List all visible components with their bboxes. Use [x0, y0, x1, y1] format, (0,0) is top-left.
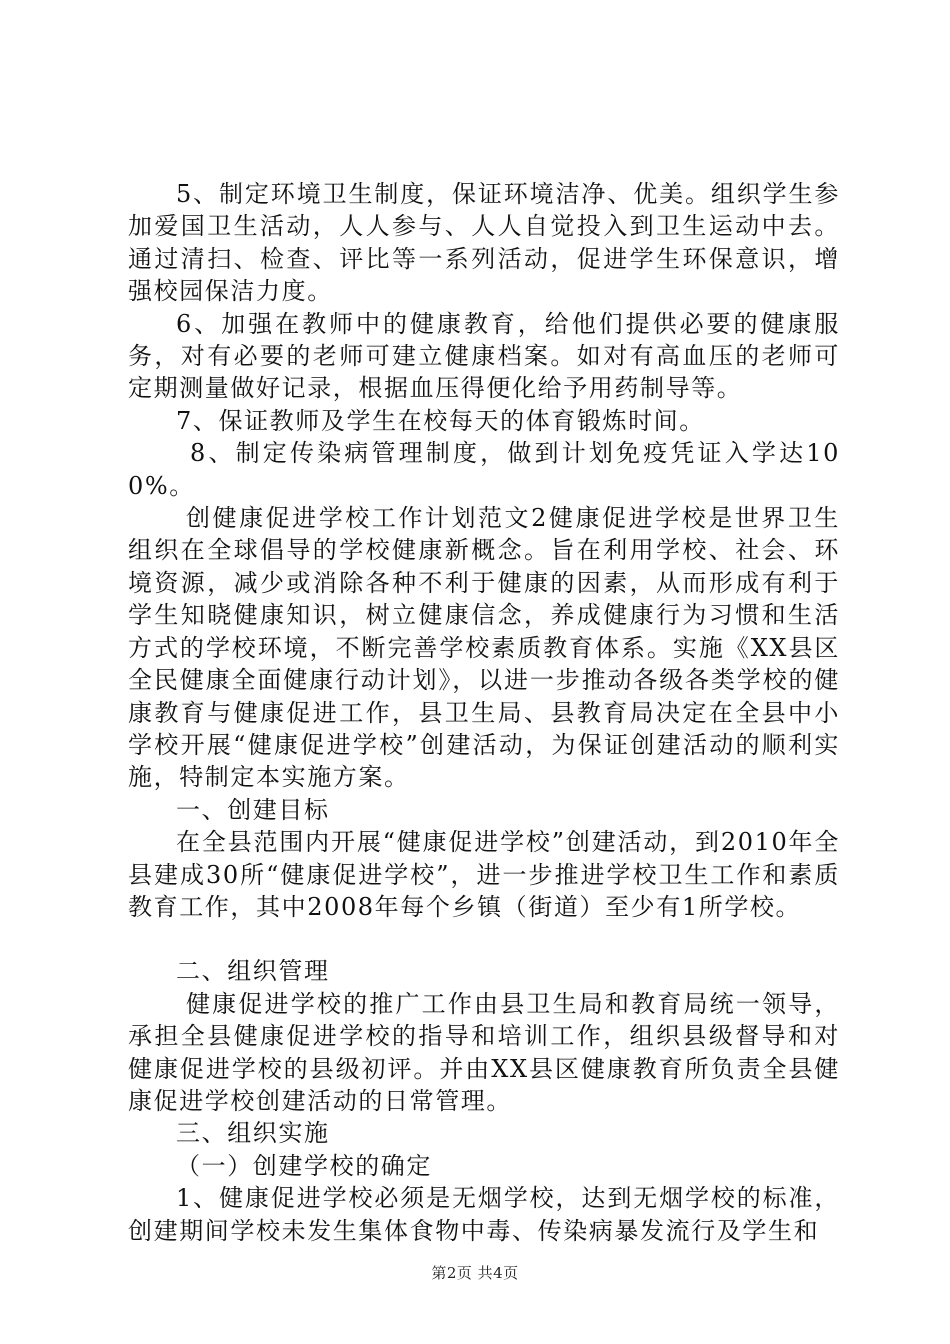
- paragraph-management: 健康促进学校的推广工作由县卫生局和教育局统一领导，承担全县健康促进学校的指导和培训工作，组织县级督导和对健康促进学校的县级初评。并由XX县区健康教育所负责全县健康促进学校创建活动的日常管理。: [128, 989, 840, 1115]
- paragraph-school-requirement-1: 1、健康促进学校必须是无烟学校，达到无烟学校的标准，创建期间学校未发生集体食物中毒、传染病暴发流行及学生和: [128, 1184, 840, 1245]
- page-number-footer: 第2页 共4页: [431, 1264, 519, 1282]
- subsection-heading-school-selection: （一）创建学校的确定: [176, 1151, 432, 1180]
- document-body: [128, 178, 840, 1247]
- paragraph-item-8: 8、制定传染病管理制度，做到计划免疫凭证入学达100%。: [128, 439, 840, 500]
- paragraph-item-6: 6、加强在教师中的健康教育，给他们提供必要的健康服务，对有必要的老师可建立健康档案。如对有高血压的老师可定期测量做好记录，根据血压得便化给予用药制导等。: [128, 309, 840, 403]
- paragraph-item-7: 7、保证教师及学生在校每天的体育锻炼时间。: [176, 406, 705, 435]
- section-heading-implementation: 三、组织实施: [176, 1119, 330, 1148]
- section-heading-goals: 一、创建目标: [176, 795, 330, 824]
- paragraph-item-5: 5、制定环境卫生制度，保证环境洁净、优美。组织学生参加爱国卫生活动，人人参与、人人自觉投入到卫生运动中去。通过清扫、检查、评比等一系列活动，促进学生环保意识，增强校园保洁力度。: [128, 180, 840, 306]
- paragraph-goals: 在全县范围内开展“健康促进学校”创建活动，到2010年全县建成30所“健康促进学校”，进一步推进学校卫生工作和素质教育工作，其中2008年每个乡镇（街道）至少有1所学校。: [128, 828, 840, 921]
- section-heading-management: 二、组织管理: [176, 957, 330, 986]
- blank-line: [128, 923, 840, 955]
- paragraph-plan-intro: 创健康促进学校工作计划范文2健康促进学校是世界卫生组织在全球倡导的学校健康新概念。旨在利用学校、社会、环境资源，减少或消除各种不利于健康的因素，从而形成有利于学生知晓健康知识，树立健康信念，养成健康行为习惯和生活方式的学校环境，不断完善学校素质教育体系。实施《XX县区全民健康全面健康行动计划》，以进一步推动各级各类学校的健康教育与健康促进工作，县卫生局、县教育局决定在全县中小学校开展“健康促进学校”创建活动，为保证创建活动的顺利实施，特制定本实施方案。: [128, 504, 840, 792]
